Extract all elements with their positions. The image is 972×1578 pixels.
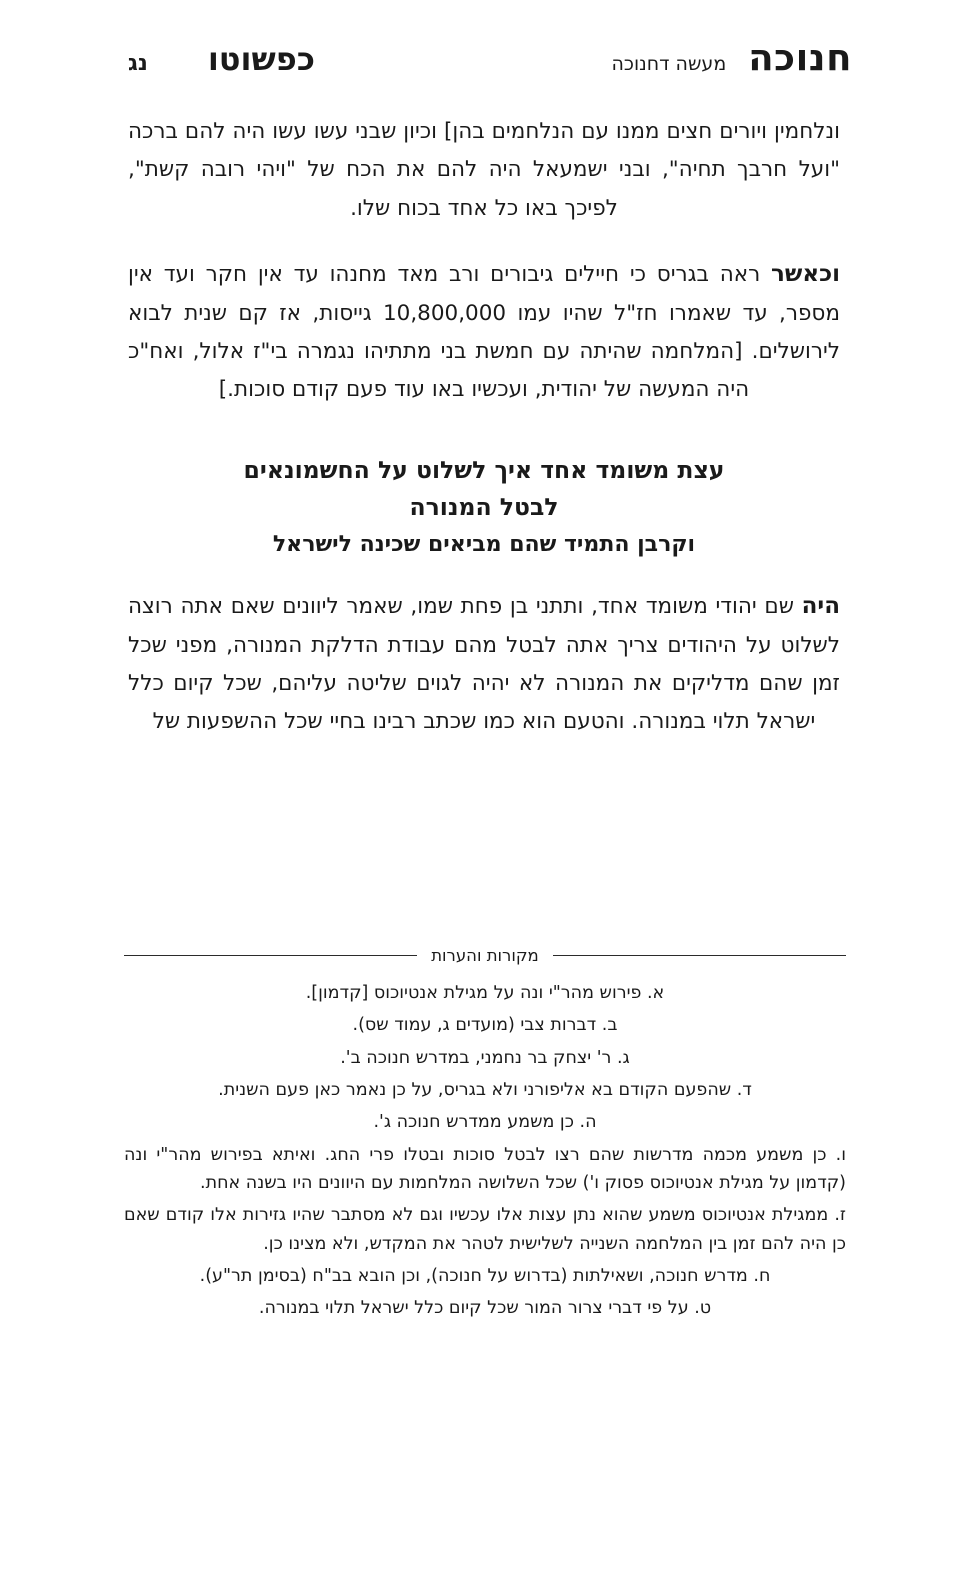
section-heading-line-2: וקרבן התמיד שהם מביאים שכינה לישראל: [272, 531, 696, 557]
header-left-group: [128, 40, 315, 78]
book-title: כפשוטו: [207, 40, 315, 78]
chapter-title: חנוכה: [748, 36, 852, 79]
section-heading-line-1: עצת משומד אחד איך לשלוט על החשמונאים לבטל המנורה: [243, 455, 725, 522]
paragraph-2: [128, 254, 840, 410]
paragraph-2-text: ראה בגריס כי חיילים גיבורים ורב מאד מחנהו עד אין חקר ועד אין מספר, עד שאמרו חז"ל שהיו עמו 10,800,000 גייסות, אז קם שנית לבוא לירושלים. [המלחמה שהיתה עם חמשת בני מתתיהו נגמרה בי"ז אלול, ואח"כ היה המעשה של יהודית, ועכשיו באו עוד פעם קודם סוכות.]: [128, 261, 840, 403]
divider-line-left: [124, 955, 417, 956]
divider-line-right: [553, 955, 846, 956]
paragraph-3-lead: היה: [801, 592, 840, 619]
page-number: נג: [128, 51, 148, 76]
chapter-subtitle: מעשה דחנוכה: [611, 53, 727, 75]
footnote-item: ב. דברות צבי (מועדים ג, עמוד שס).: [352, 1015, 618, 1036]
footnotes-section: [0, 946, 972, 1327]
footnote-item: ח. מדרש חנוכה, ושאילתות (בדרוש על חנוכה), וכן הובא בב"ח (בסימן תר"ע).: [199, 1266, 771, 1287]
paragraph-1-text: ונלחמין ויורים חצים ממנו עם הנלחמים בהן] וכיון שבני עשו עשו היה להם ברכה "ועל חרבך תחיה", ובני ישמעאל היה להם את הכח של "ויהי רובה קשת", לפיכך באו כל אחד בכוח שלו.: [128, 119, 840, 221]
paragraph-2-lead: וכאשר: [771, 260, 840, 287]
footnote-item: ט. על פי דברי צרור המור שכל קיום כלל ישראל תלוי במנורה.: [258, 1298, 712, 1319]
paragraph-3-text: שם יהודי משומד אחד, ותתני בן פחת שמו, שאמר ליוונים שאם אתה רוצה לשלוט על היהודים צריך אתה לבטל מהם עבודת הדלקת המנורה, מפני שכל זמן שהם מדליקים את המנורה לא יהיה לגוים שליטה עליהם, שכל קיום כלל ישראל תלוי במנורה. והטעם הוא כמו שכתב רבינו בחיי שכל ההשפעות של: [128, 593, 840, 735]
paragraph-3: [128, 586, 840, 742]
main-text-column: [0, 79, 972, 742]
page-header: [0, 28, 972, 79]
header-right-group: [611, 36, 852, 79]
paragraph-1: [128, 113, 840, 228]
footnotes-divider: [124, 946, 846, 965]
footnote-item: א. פירוש מהר"י ונה על מגילת אנטיוכוס [קדמון].: [305, 983, 665, 1003]
footnote-item: ה. כן משמע ממדרש חנוכה ג'.: [373, 1112, 597, 1133]
footnote-item: ג. ר' יצחק בר נחמני, במדרש חנוכה ב'.: [340, 1047, 630, 1068]
footnote-item: ז. ממגילת אנטיוכוס משמע שהוא נתן עצות אלו עכשיו וגם לא מסתבר שהיו גזירות אלו קודם שאם כן היה להם זמן בין המלחמה השנייה לשלישית לטהר את המקדש, ולא מצינו כן.: [124, 1205, 846, 1254]
section-heading: [128, 436, 840, 572]
footnote-item: ד. שהפעם הקודם בא אליפורני ולא בגריס, על כן נאמר כאן פעם השנית.: [218, 1080, 752, 1101]
footnotes-label: מקורות והערות: [431, 946, 539, 965]
footnote-item: ו. כן משמע מכמה מדרשות שהם רצו לבטל סוכות ובטלו פרי החג. ואיתא בפירוש מהר"י ונה (קדמון על מגילת אנטיוכוס פסוק ו') שכל השלושה המלחמות עם היוונים היו בשנה אחת.: [124, 1144, 846, 1194]
